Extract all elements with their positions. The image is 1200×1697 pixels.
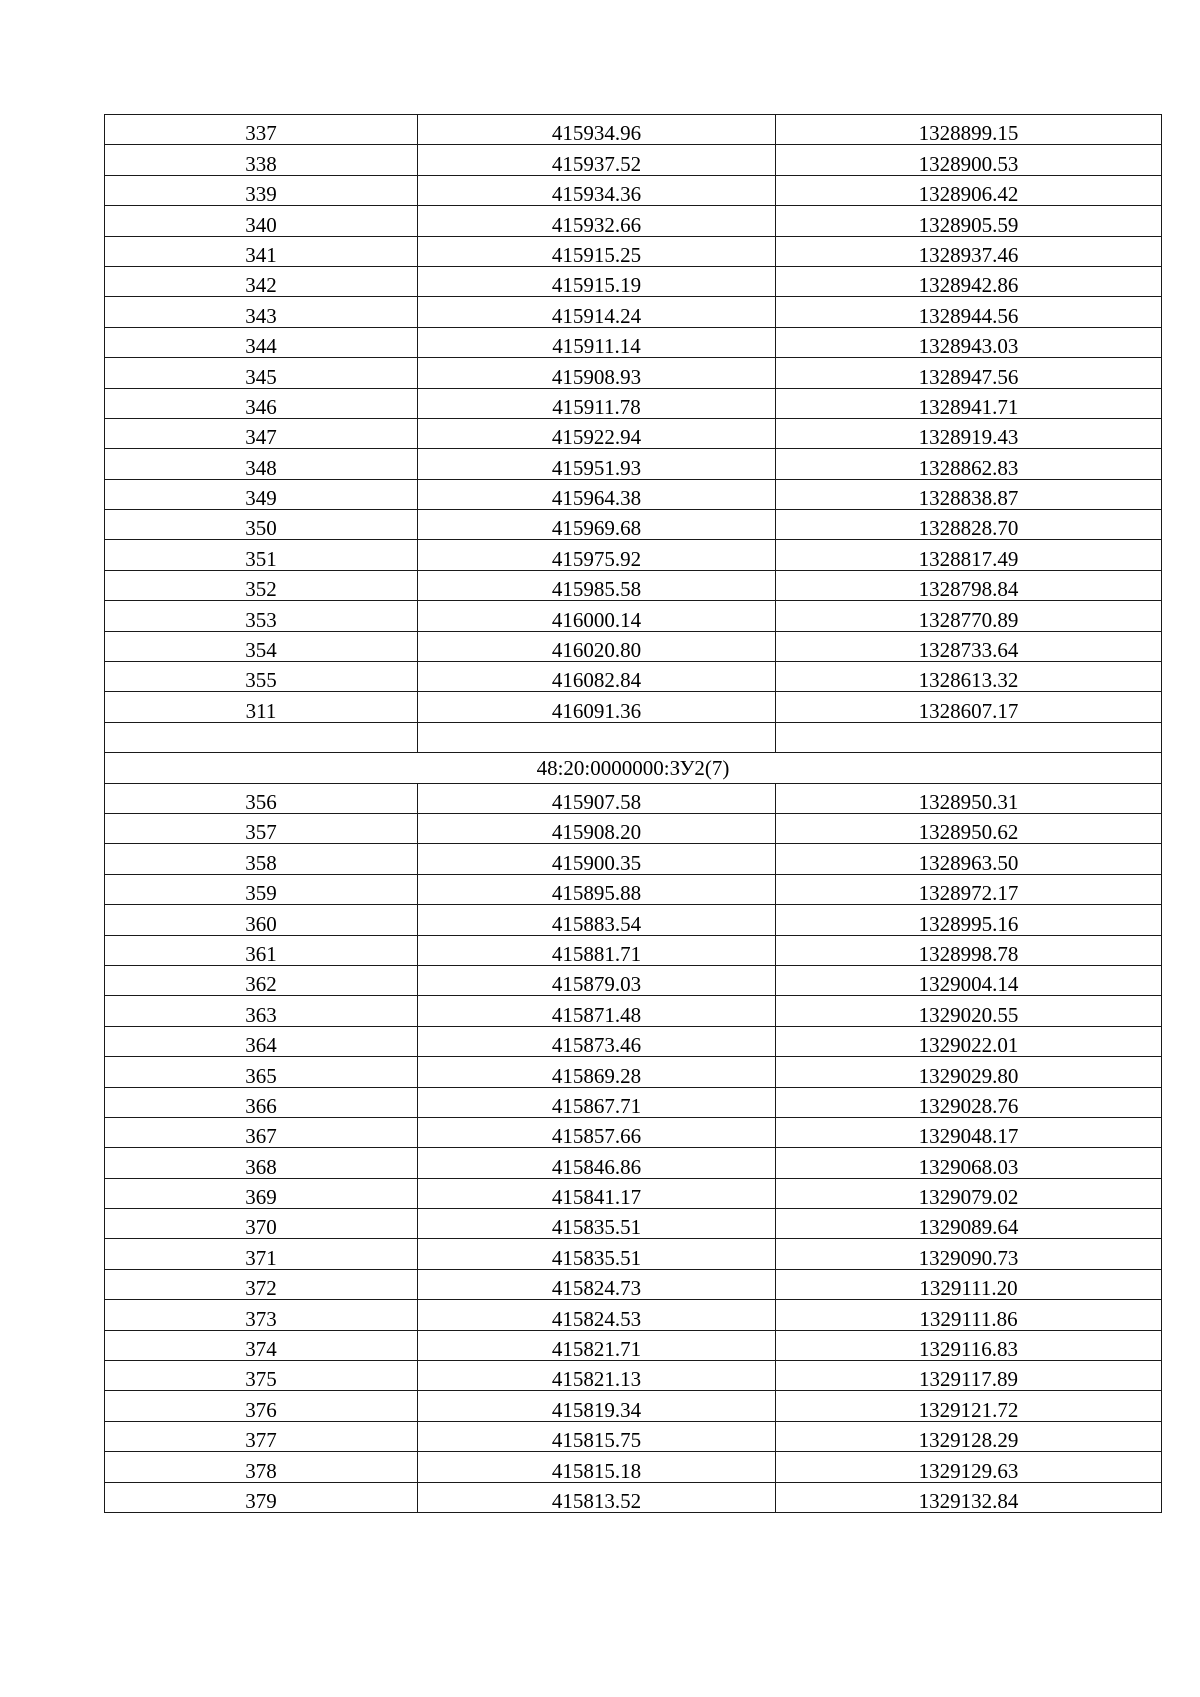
y-coordinate-cell: 1328770.89 [776,601,1162,631]
x-coordinate-cell: 415883.54 [418,905,776,935]
table-row [105,388,1162,418]
table-row [105,540,1162,570]
x-coordinate-cell: 415815.75 [418,1421,776,1451]
y-coordinate-cell: 1328838.87 [776,479,1162,509]
point-number-cell: 348 [105,449,418,479]
x-coordinate-cell: 415867.71 [418,1087,776,1117]
y-coordinate-cell: 1328937.46 [776,236,1162,266]
x-coordinate-cell: 415819.34 [418,1391,776,1421]
point-number-cell: 337 [105,115,418,145]
point-number-cell: 346 [105,388,418,418]
y-coordinate-cell: 1329029.80 [776,1057,1162,1087]
y-coordinate-cell: 1328995.16 [776,905,1162,935]
table-row [105,358,1162,388]
point-number-cell: 341 [105,236,418,266]
point-number-cell: 378 [105,1452,418,1482]
point-number-cell: 354 [105,631,418,661]
table-row [105,297,1162,327]
y-coordinate-cell: 1328828.70 [776,510,1162,540]
table-row [105,510,1162,540]
y-coordinate-cell: 1329116.83 [776,1330,1162,1360]
table-row [105,1300,1162,1330]
y-coordinate-cell: 1329022.01 [776,1026,1162,1056]
y-coordinate-cell: 1329089.64 [776,1209,1162,1239]
x-coordinate-cell: 415835.51 [418,1239,776,1269]
x-coordinate-cell: 415873.46 [418,1026,776,1056]
y-coordinate-cell: 1329079.02 [776,1178,1162,1208]
coordinates-block-2 [105,783,1162,1512]
point-number-cell: 342 [105,266,418,296]
point-number-cell: 350 [105,510,418,540]
x-coordinate-cell: 416020.80 [418,631,776,661]
table-row [105,236,1162,266]
table-row [105,996,1162,1026]
point-number-cell: 340 [105,206,418,236]
x-coordinate-cell: 415915.19 [418,266,776,296]
spacer-block [105,722,1162,783]
x-coordinate-cell: 415879.03 [418,965,776,995]
point-number-cell: 338 [105,145,418,175]
x-coordinate-cell: 415821.71 [418,1330,776,1360]
coordinates-table [104,114,1162,1513]
y-coordinate-cell: 1329129.63 [776,1452,1162,1482]
table-row [105,692,1162,722]
y-coordinate-cell: 1328905.59 [776,206,1162,236]
point-number-cell: 375 [105,1361,418,1391]
point-number-cell: 377 [105,1421,418,1451]
table-row [105,1178,1162,1208]
y-coordinate-cell: 1329128.29 [776,1421,1162,1451]
table-row [105,418,1162,448]
y-coordinate-cell: 1328941.71 [776,388,1162,418]
point-number-cell: 365 [105,1057,418,1087]
table-row [105,1482,1162,1512]
table-row [105,449,1162,479]
point-number-cell: 358 [105,844,418,874]
table-row [105,175,1162,205]
empty-cell [105,722,418,752]
y-coordinate-cell: 1329004.14 [776,965,1162,995]
x-coordinate-cell: 415857.66 [418,1117,776,1147]
x-coordinate-cell: 416000.14 [418,601,776,631]
x-coordinate-cell: 415895.88 [418,874,776,904]
section-header-row [105,753,1162,783]
x-coordinate-cell: 415911.14 [418,327,776,357]
point-number-cell: 344 [105,327,418,357]
table-row [105,662,1162,692]
x-coordinate-cell: 415969.68 [418,510,776,540]
point-number-cell: 355 [105,662,418,692]
point-number-cell: 370 [105,1209,418,1239]
y-coordinate-cell: 1328900.53 [776,145,1162,175]
point-number-cell: 368 [105,1148,418,1178]
point-number-cell: 311 [105,692,418,722]
point-number-cell: 363 [105,996,418,1026]
x-coordinate-cell: 415908.20 [418,813,776,843]
x-coordinate-cell: 415835.51 [418,1209,776,1239]
point-number-cell: 339 [105,175,418,205]
empty-cell [418,722,776,752]
table-row [105,1452,1162,1482]
section-title: 48:20:0000000:ЗУ2(7) [105,753,1162,783]
table-row [105,1148,1162,1178]
table-row [105,570,1162,600]
point-number-cell: 361 [105,935,418,965]
y-coordinate-cell: 1328972.17 [776,874,1162,904]
x-coordinate-cell: 415846.86 [418,1148,776,1178]
y-coordinate-cell: 1328817.49 [776,540,1162,570]
table-row [105,813,1162,843]
y-coordinate-cell: 1329068.03 [776,1148,1162,1178]
y-coordinate-cell: 1328906.42 [776,175,1162,205]
y-coordinate-cell: 1328944.56 [776,297,1162,327]
point-number-cell: 371 [105,1239,418,1269]
x-coordinate-cell: 415815.18 [418,1452,776,1482]
y-coordinate-cell: 1328919.43 [776,418,1162,448]
table-row [105,1330,1162,1360]
y-coordinate-cell: 1329111.20 [776,1269,1162,1299]
table-row [105,1239,1162,1269]
x-coordinate-cell: 415871.48 [418,996,776,1026]
y-coordinate-cell: 1328947.56 [776,358,1162,388]
x-coordinate-cell: 415932.66 [418,206,776,236]
point-number-cell: 366 [105,1087,418,1117]
y-coordinate-cell: 1329090.73 [776,1239,1162,1269]
x-coordinate-cell: 416091.36 [418,692,776,722]
table-row [105,783,1162,813]
y-coordinate-cell: 1328733.64 [776,631,1162,661]
y-coordinate-cell: 1329028.76 [776,1087,1162,1117]
point-number-cell: 356 [105,783,418,813]
y-coordinate-cell: 1328963.50 [776,844,1162,874]
table-row [105,1057,1162,1087]
y-coordinate-cell: 1328607.17 [776,692,1162,722]
point-number-cell: 376 [105,1391,418,1421]
table-row [105,1026,1162,1056]
point-number-cell: 359 [105,874,418,904]
x-coordinate-cell: 416082.84 [418,662,776,692]
x-coordinate-cell: 415911.78 [418,388,776,418]
y-coordinate-cell: 1328862.83 [776,449,1162,479]
x-coordinate-cell: 415881.71 [418,935,776,965]
point-number-cell: 373 [105,1300,418,1330]
point-number-cell: 343 [105,297,418,327]
point-number-cell: 357 [105,813,418,843]
point-number-cell: 364 [105,1026,418,1056]
x-coordinate-cell: 415824.53 [418,1300,776,1330]
point-number-cell: 351 [105,540,418,570]
point-number-cell: 362 [105,965,418,995]
table-row [105,1087,1162,1117]
y-coordinate-cell: 1329121.72 [776,1391,1162,1421]
table-row [105,935,1162,965]
y-coordinate-cell: 1328950.31 [776,783,1162,813]
table-row [105,1117,1162,1147]
y-coordinate-cell: 1328798.84 [776,570,1162,600]
point-number-cell: 349 [105,479,418,509]
coordinates-block-1 [105,115,1162,723]
y-coordinate-cell: 1328950.62 [776,813,1162,843]
y-coordinate-cell: 1329020.55 [776,996,1162,1026]
table-row [105,115,1162,145]
x-coordinate-cell: 415934.96 [418,115,776,145]
x-coordinate-cell: 415922.94 [418,418,776,448]
x-coordinate-cell: 415985.58 [418,570,776,600]
point-number-cell: 369 [105,1178,418,1208]
y-coordinate-cell: 1328998.78 [776,935,1162,965]
x-coordinate-cell: 415937.52 [418,145,776,175]
point-number-cell: 379 [105,1482,418,1512]
x-coordinate-cell: 415869.28 [418,1057,776,1087]
x-coordinate-cell: 415900.35 [418,844,776,874]
point-number-cell: 347 [105,418,418,448]
table-row [105,1269,1162,1299]
table-row [105,1391,1162,1421]
x-coordinate-cell: 415975.92 [418,540,776,570]
x-coordinate-cell: 415934.36 [418,175,776,205]
y-coordinate-cell: 1328613.32 [776,662,1162,692]
x-coordinate-cell: 415915.25 [418,236,776,266]
point-number-cell: 345 [105,358,418,388]
x-coordinate-cell: 415907.58 [418,783,776,813]
y-coordinate-cell: 1328899.15 [776,115,1162,145]
x-coordinate-cell: 415813.52 [418,1482,776,1512]
point-number-cell: 367 [105,1117,418,1147]
table-row [105,844,1162,874]
point-number-cell: 352 [105,570,418,600]
y-coordinate-cell: 1328942.86 [776,266,1162,296]
table-row [105,145,1162,175]
table-row [105,266,1162,296]
y-coordinate-cell: 1329048.17 [776,1117,1162,1147]
table-row [105,1421,1162,1451]
y-coordinate-cell: 1329117.89 [776,1361,1162,1391]
x-coordinate-cell: 415824.73 [418,1269,776,1299]
empty-cell [776,722,1162,752]
x-coordinate-cell: 415841.17 [418,1178,776,1208]
x-coordinate-cell: 415964.38 [418,479,776,509]
table-row [105,601,1162,631]
point-number-cell: 374 [105,1330,418,1360]
table-row [105,874,1162,904]
table-row [105,1209,1162,1239]
empty-row [105,722,1162,752]
table-row [105,327,1162,357]
point-number-cell: 353 [105,601,418,631]
table-row [105,206,1162,236]
y-coordinate-cell: 1328943.03 [776,327,1162,357]
x-coordinate-cell: 415908.93 [418,358,776,388]
point-number-cell: 360 [105,905,418,935]
point-number-cell: 372 [105,1269,418,1299]
x-coordinate-cell: 415821.13 [418,1361,776,1391]
table-row [105,479,1162,509]
table-row [105,1361,1162,1391]
y-coordinate-cell: 1329111.86 [776,1300,1162,1330]
table-row [105,965,1162,995]
x-coordinate-cell: 415951.93 [418,449,776,479]
table-row [105,905,1162,935]
x-coordinate-cell: 415914.24 [418,297,776,327]
table-row [105,631,1162,661]
y-coordinate-cell: 1329132.84 [776,1482,1162,1512]
